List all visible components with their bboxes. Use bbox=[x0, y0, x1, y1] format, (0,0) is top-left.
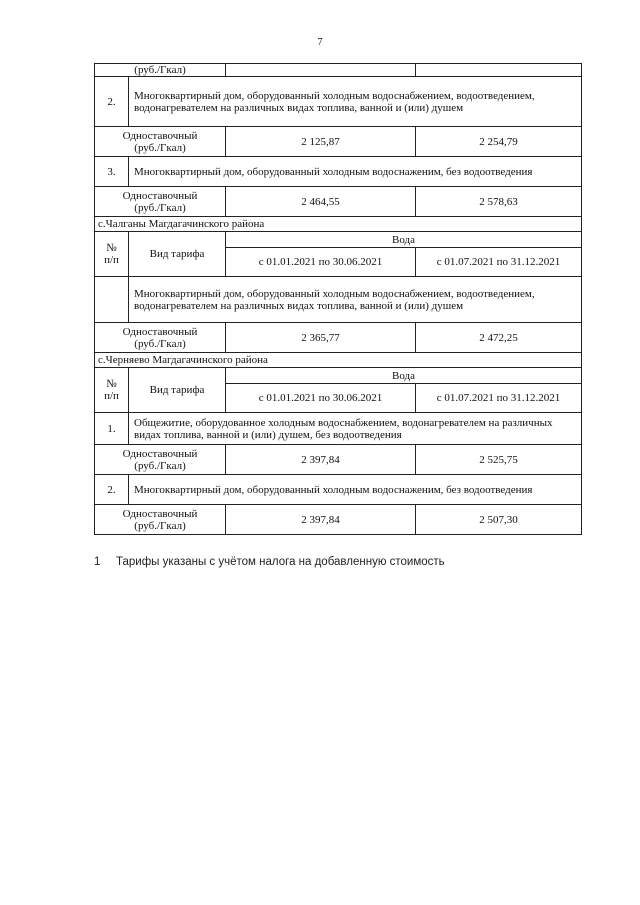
header-number-abbr: п/п bbox=[104, 390, 119, 402]
tariff-type bbox=[95, 127, 226, 157]
tariff-value-h1: 2 397,84 bbox=[226, 505, 416, 535]
table-row bbox=[95, 323, 582, 353]
tariff-type bbox=[95, 187, 226, 217]
header-period-1: с 01.01.2021 по 30.06.2021 bbox=[226, 248, 416, 277]
tariff-value-h2: 2 254,79 bbox=[416, 127, 582, 157]
footnote-mark: 1 bbox=[94, 556, 101, 568]
tariff-label: Одноставочный bbox=[122, 507, 198, 520]
consumer-description: Общежитие, оборудованное холодным водоснабжением, водонагревателем на различных видах топлива, ванной и (или) душем, без водоотведения bbox=[129, 413, 582, 445]
table-row bbox=[95, 277, 582, 323]
footnote bbox=[94, 556, 445, 568]
header-number-symbol: № bbox=[106, 242, 117, 254]
tariff-label: Одноставочный bbox=[122, 325, 198, 338]
table-row bbox=[95, 505, 582, 535]
consumer-description: Многоквартирный дом, оборудованный холодным водоснаженим, без водоотведения bbox=[129, 157, 582, 187]
tariff-label: Одноставочный bbox=[122, 129, 198, 142]
tariff-value-h1: 2 365,77 bbox=[226, 323, 416, 353]
consumer-description: Многоквартирный дом, оборудованный холодным водоснаженим, без водоотведения bbox=[129, 475, 582, 505]
section-title: с.Чалганы Магдагачинского района bbox=[95, 217, 582, 232]
tariff-value-h2: 2 525,75 bbox=[416, 445, 582, 475]
table-row bbox=[95, 445, 582, 475]
header-tariff-type: Вид тарифа bbox=[129, 368, 226, 413]
row-number bbox=[95, 277, 129, 323]
table-row bbox=[95, 64, 582, 77]
table-row bbox=[95, 413, 582, 445]
footnote-text: Тарифы указаны с учётом налога на добавленную стоимость bbox=[116, 556, 445, 568]
header-water: Вода bbox=[226, 368, 582, 384]
table-row bbox=[95, 475, 582, 505]
tariff-value-h1: 2 464,55 bbox=[226, 187, 416, 217]
tariff-unit: (руб./Гкал) bbox=[134, 459, 186, 472]
header-number-symbol: № bbox=[106, 378, 117, 390]
header-number-abbr: п/п bbox=[104, 254, 119, 266]
row-number: 2. bbox=[95, 77, 129, 127]
tariff-type bbox=[95, 445, 226, 475]
tariff-unit: (руб./Гкал) bbox=[134, 337, 186, 350]
unit-cell: (руб./Гкал) bbox=[95, 64, 226, 77]
tariff-unit: (руб./Гкал) bbox=[134, 201, 186, 214]
tariff-value-h2: 2 507,30 bbox=[416, 505, 582, 535]
header-period-2: с 01.07.2021 по 31.12.2021 bbox=[416, 384, 582, 413]
table-row bbox=[95, 157, 582, 187]
section-title: с.Черняево Магдагачинского района bbox=[95, 353, 582, 368]
value-cell bbox=[226, 64, 416, 77]
header-number bbox=[95, 368, 129, 413]
header-period-1: с 01.01.2021 по 30.06.2021 bbox=[226, 384, 416, 413]
consumer-description: Многоквартирный дом, оборудованный холодным водоснабжением, водоотведением, водонагревателем на различных видах топлива, ванной и (или) душем bbox=[129, 77, 582, 127]
tariff-value-h1: 2 397,84 bbox=[226, 445, 416, 475]
header-number bbox=[95, 232, 129, 277]
header-period-2: с 01.07.2021 по 31.12.2021 bbox=[416, 248, 582, 277]
page-number: 7 bbox=[317, 37, 323, 48]
tariff-value-h2: 2 578,63 bbox=[416, 187, 582, 217]
header-water: Вода bbox=[226, 232, 582, 248]
table-row bbox=[95, 77, 582, 127]
table-row bbox=[95, 368, 582, 384]
row-number: 1. bbox=[95, 413, 129, 445]
tariff-type bbox=[95, 505, 226, 535]
tariff-unit: (руб./Гкал) bbox=[134, 141, 186, 154]
tariff-value-h2: 2 472,25 bbox=[416, 323, 582, 353]
table-row bbox=[95, 232, 582, 248]
row-number: 3. bbox=[95, 157, 129, 187]
consumer-description: Многоквартирный дом, оборудованный холодным водоснабжением, водоотведением, водонагревателем на различных видах топлива, ванной и (или) душем bbox=[129, 277, 582, 323]
tariff-label: Одноставочный bbox=[122, 189, 198, 202]
tariff-label: Одноставочный bbox=[122, 447, 198, 460]
tariff-table bbox=[94, 63, 582, 535]
tariff-unit: (руб./Гкал) bbox=[134, 519, 186, 532]
table-row bbox=[95, 187, 582, 217]
value-cell bbox=[416, 64, 582, 77]
table-row bbox=[95, 127, 582, 157]
header-tariff-type: Вид тарифа bbox=[129, 232, 226, 277]
table-row bbox=[95, 217, 582, 232]
table-row bbox=[95, 353, 582, 368]
tariff-type bbox=[95, 323, 226, 353]
tariff-value-h1: 2 125,87 bbox=[226, 127, 416, 157]
row-number: 2. bbox=[95, 475, 129, 505]
